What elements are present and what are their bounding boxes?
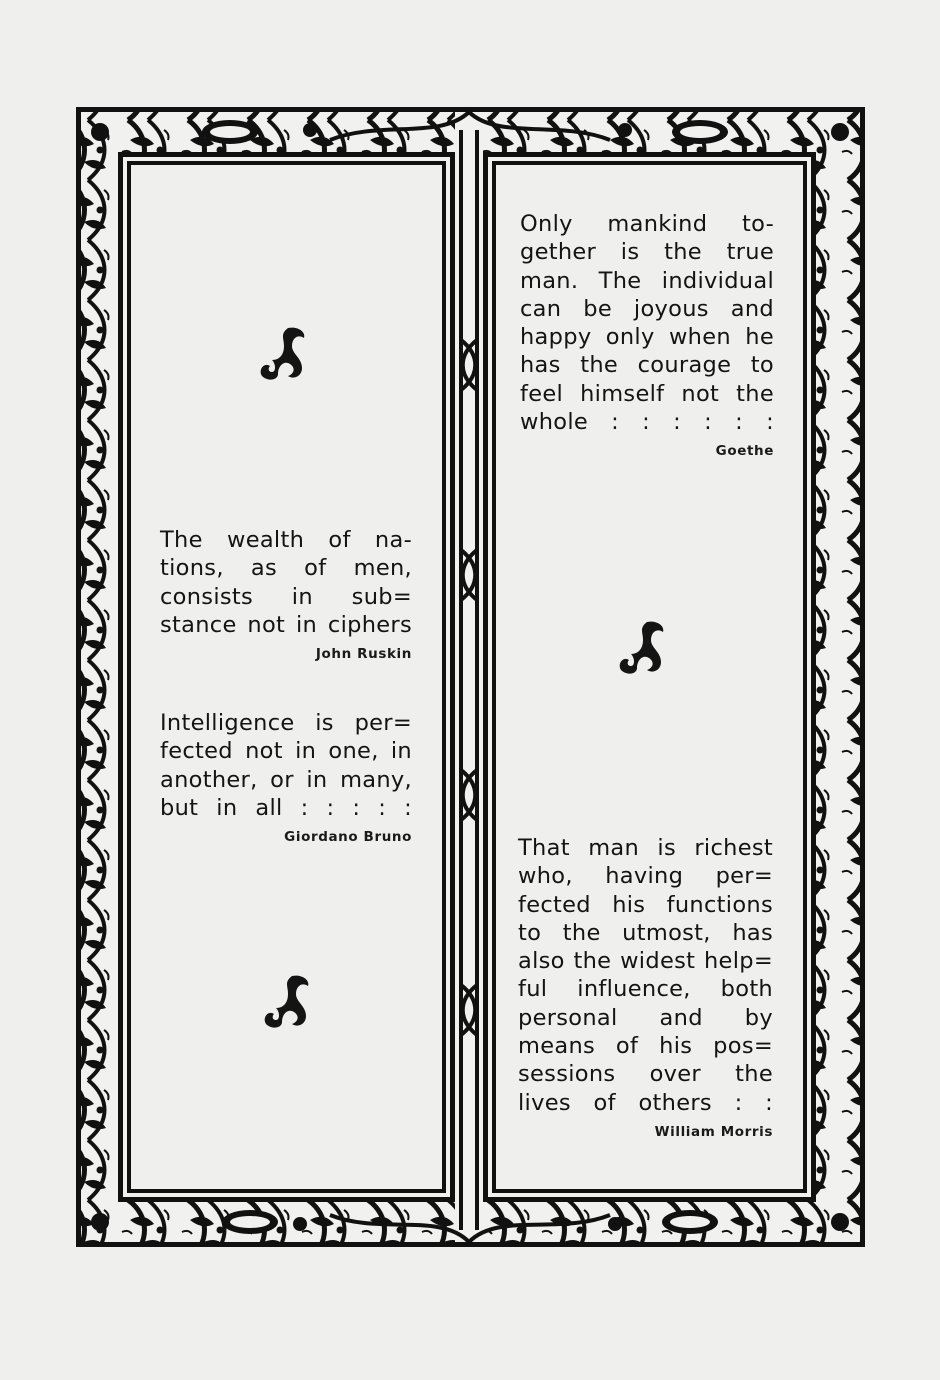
leaf-flourish-icon xyxy=(617,618,669,678)
quote-goethe xyxy=(520,210,774,460)
quote-line: Only mankind to- xyxy=(520,211,774,237)
quote-line: who, having per= xyxy=(518,863,773,890)
quote-line: whole : : : : : : xyxy=(520,409,774,436)
quote-author: John Ruskin xyxy=(315,646,412,663)
quote-line: gether is the true xyxy=(520,239,774,266)
quote-line: fected not in one, in xyxy=(160,738,412,765)
leaf-flourish-icon xyxy=(258,324,310,384)
quote-line: sessions over the xyxy=(518,1061,773,1088)
quote-line: That man is richest xyxy=(518,835,773,861)
quote-line: man. The individual xyxy=(520,267,774,294)
quote-line: ful influence, both xyxy=(518,976,773,1003)
quote-line: to the utmost, has xyxy=(518,919,773,946)
leaf-flourish-icon xyxy=(262,972,314,1032)
quote-line: feel himself not the xyxy=(520,380,774,407)
quote-line: consists in sub= xyxy=(160,583,412,610)
quote-bruno xyxy=(160,709,412,846)
quote-line: but in all : : : : : xyxy=(160,794,412,821)
quote-line: happy only when he xyxy=(520,324,774,351)
quote-morris xyxy=(518,834,773,1141)
quote-line: also the widest help= xyxy=(518,948,773,975)
quote-line: personal and by xyxy=(518,1004,773,1031)
quote-line: can be joyous and xyxy=(520,295,774,322)
quote-author: Goethe xyxy=(715,443,774,460)
quote-line: means of his pos= xyxy=(518,1033,773,1060)
quote-line: has the courage to xyxy=(520,352,774,379)
quote-line: stance not in ciphers xyxy=(160,611,412,638)
quote-line: another, or in many, xyxy=(160,766,412,793)
quote-line: fected his functions xyxy=(518,891,773,918)
quote-author: Giordano Bruno xyxy=(284,829,412,846)
quote-ruskin xyxy=(160,526,412,663)
quote-line: tions, as of men, xyxy=(160,555,412,582)
quote-line: The wealth of na- xyxy=(160,527,412,553)
quote-line: lives of others : : xyxy=(518,1089,773,1116)
quote-author: William Morris xyxy=(654,1123,773,1140)
quote-line: Intelligence is per= xyxy=(160,710,412,736)
